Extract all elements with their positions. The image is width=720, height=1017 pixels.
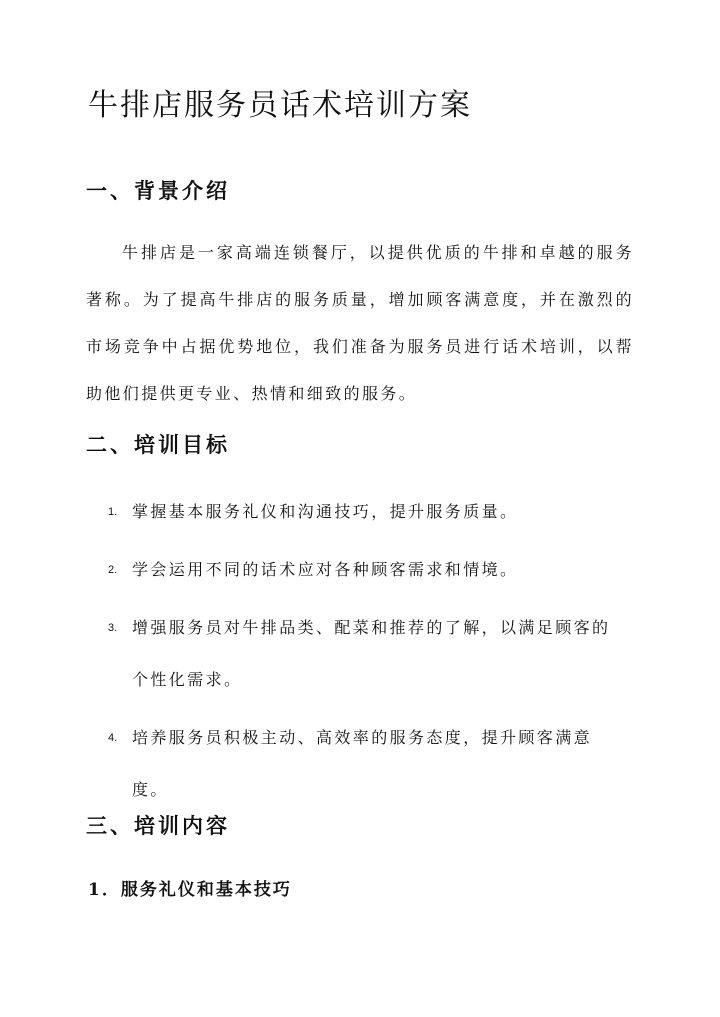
list-item (0, 544, 624, 596)
background-paragraph: 牛排店是一家高端连锁餐厅，以提供优质的牛排和卓越的服务著称。为了提高牛排店的服务质量，增加顾客满意度，并在激烈的市场竞争中占据优势地位，我们准备为服务员进行话术培训，以帮助他们提供更专业、热情和细致的服务。 (86, 243, 634, 403)
list-item-number: 1. (108, 506, 118, 518)
list-item (0, 486, 624, 538)
subsection-heading-etiquette: 1．服务礼仪和基本技巧 (88, 880, 292, 900)
section-heading-content: 三、培训内容 (86, 813, 230, 838)
section-heading-background: 一、背景介绍 (86, 178, 230, 203)
list-item-text: 增强服务员对牛排品类、配菜和推荐的了解，以满足顾客的个性化需求。 (132, 618, 611, 689)
list-item-text: 培养服务员积极主动、高效率的服务态度，提升顾客满意度。 (132, 728, 593, 799)
list-item-number: 2. (108, 564, 118, 576)
list-item (0, 602, 624, 706)
list-item-text: 学会运用不同的话术应对各种顾客需求和情境。 (132, 560, 519, 579)
document-title: 牛排店服务员话术培训方案 (88, 88, 472, 123)
goals-list (0, 486, 720, 816)
list-item-number: 3. (108, 622, 118, 634)
section-heading-goals: 二、培训目标 (86, 432, 230, 457)
list-item-text: 掌握基本服务礼仪和沟通技巧，提升服务质量。 (132, 502, 519, 521)
list-item-number: 4. (108, 732, 118, 744)
list-item (0, 712, 624, 816)
